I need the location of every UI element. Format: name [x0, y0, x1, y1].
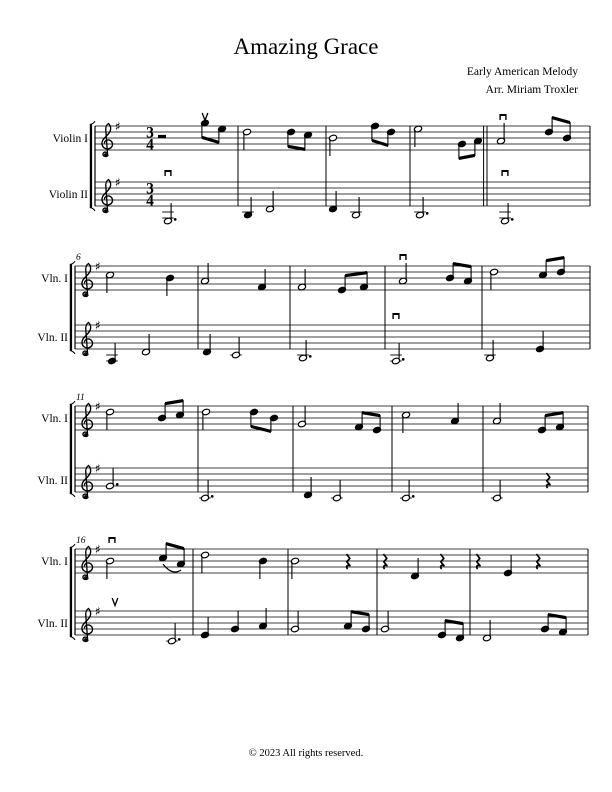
bracket-hook-bottom: [70, 494, 75, 497]
treble-clef-icon: [82, 404, 93, 437]
staff-label: Violin II: [48, 189, 88, 201]
eighth-beam: [546, 256, 564, 262]
down-bow-icon: [501, 170, 508, 176]
eighth-beam: [202, 136, 219, 144]
treble-clef-icon: [102, 180, 113, 213]
bracket-hook-top: [70, 401, 75, 404]
augmentation-dot: [116, 483, 119, 486]
treble-clef-icon: [84, 433, 87, 436]
eighth-beam: [251, 425, 271, 433]
augmentation-dot: [211, 495, 214, 498]
key-signature-sharp-icon: ♯: [115, 119, 121, 134]
treble-clef-icon: [82, 323, 93, 356]
treble-clef-icon: [102, 124, 113, 157]
treble-clef-icon: [82, 609, 93, 642]
eighth-beam: [552, 116, 570, 124]
augmentation-dot: [402, 358, 405, 361]
augmentation-dot: [309, 355, 312, 358]
treble-clef-icon: [82, 547, 93, 580]
measure-number: 6: [76, 253, 81, 263]
system-bracket: [70, 548, 72, 637]
treble-clef-icon: [84, 576, 87, 579]
time-signature-numerator: 3: [146, 180, 154, 198]
staff-label: Vln. II: [37, 475, 68, 487]
key-signature-sharp-icon: ♯: [95, 259, 101, 274]
staff-label: Violin I: [52, 133, 88, 145]
treble-clef-icon: [82, 264, 93, 297]
eighth-beam: [372, 139, 388, 147]
system-bracket: [70, 405, 72, 494]
page-title: Amazing Grace: [233, 34, 379, 59]
treble-clef-icon: [104, 153, 107, 156]
augmentation-dot: [412, 495, 415, 498]
augmentation-dot: [426, 212, 429, 215]
system-bracket: [90, 125, 92, 208]
bracket-hook-top: [70, 544, 75, 547]
down-bow-icon: [164, 170, 171, 176]
key-signature-sharp-icon: ♯: [95, 542, 101, 557]
copyright-footer: © 2023 All rights reserved.: [248, 748, 364, 759]
key-signature-sharp-icon: ♯: [115, 175, 121, 190]
key-signature-sharp-icon: ♯: [95, 604, 101, 619]
time-signature-numerator: 3: [146, 124, 154, 142]
bracket-hook-bottom: [70, 351, 75, 354]
eighth-beam: [445, 619, 463, 625]
key-signature-sharp-icon: ♯: [95, 399, 101, 414]
up-bow-icon: [112, 598, 118, 606]
key-signature-sharp-icon: ♯: [95, 318, 101, 333]
bracket-hook-top: [70, 261, 75, 264]
treble-clef-icon: [84, 352, 87, 355]
treble-clef-icon: [104, 209, 107, 212]
augmentation-dot: [511, 218, 514, 221]
staff-label: Vln. I: [41, 413, 68, 425]
time-signature-denominator: 4: [146, 192, 154, 210]
treble-clef-icon: [84, 495, 87, 498]
down-bow-icon: [399, 254, 406, 260]
measure-number: 16: [76, 536, 86, 546]
treble-clef-icon: [84, 293, 87, 296]
staff-label: Vln. I: [41, 556, 68, 568]
key-signature-sharp-icon: ♯: [95, 461, 101, 476]
time-signature-denominator: 4: [146, 136, 154, 154]
system-bracket: [70, 265, 72, 351]
down-bow-icon: [499, 114, 506, 120]
credit-melody: Early American Melody: [466, 66, 578, 78]
staff-label: Vln. II: [37, 332, 68, 344]
down-bow-icon: [392, 313, 399, 319]
credit-arranger: Arr. Miriam Troxler: [485, 84, 578, 96]
augmentation-dot: [178, 638, 181, 641]
bracket-hook-bottom: [90, 208, 95, 211]
staff-label: Vln. I: [41, 273, 68, 285]
treble-clef-icon: [82, 466, 93, 499]
eighth-beam: [165, 399, 183, 405]
bracket-hook-bottom: [70, 637, 75, 640]
up-bow-icon: [202, 113, 208, 121]
eighth-beam: [548, 613, 566, 619]
treble-clef-icon: [84, 638, 87, 641]
augmentation-dot: [174, 218, 177, 221]
staff-label: Vln. II: [37, 618, 68, 630]
eighth-beam: [459, 154, 475, 160]
measure-number: 11: [76, 393, 85, 403]
eighth-beam: [453, 262, 471, 268]
bracket-hook-top: [90, 121, 95, 124]
half-rest: [158, 135, 166, 138]
down-bow-icon: [108, 537, 115, 543]
